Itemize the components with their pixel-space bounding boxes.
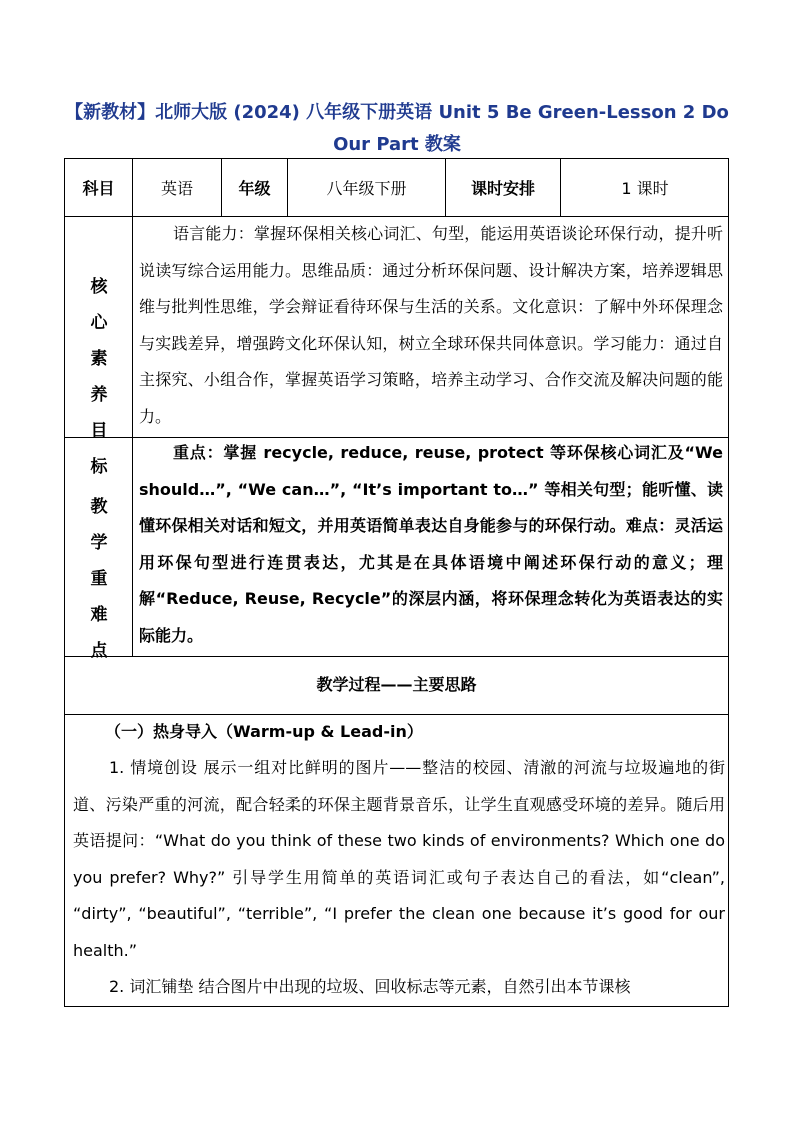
core-goals-label: 核心素养目标 <box>90 277 108 477</box>
core-goals-text: 语言能力：掌握环保相关核心词汇、句型，能运用英语谈论环保行动，提升听说读写综合运用能力。思维品质：通过分析环保问题、设计解决方案，培养逻辑思维与批判性思维，学会辩证看待环保与生活的关系。文化意识：了解中外环保理念与实践差异，增强跨文化环保认知，树立全球环保共同体意识。学习能力：通过自主探究、小组合作，掌握英语学习策略，培养主动学习、合作交流及解决问题的能力。 <box>139 224 723 426</box>
lesson-plan-table <box>64 158 729 1007</box>
section-title: （一）热身导入（Warm-up & Lead-in） <box>105 722 423 741</box>
document-title: 【新教材】北师大版 (2024) 八年级下册英语 Unit 5 Be Green-Lesson 2 Do Our Part 教案 <box>65 102 729 155</box>
step-1-text: 1. 情境创设 展示一组对比鲜明的图片——整洁的校园、清澈的河流与垃圾遍地的街道、污染严重的河流，配合轻柔的环保主题背景音乐，让学生直观感受环境的差异。随后用英语提问：“What do you think of these two kinds of environments? Which one do you prefer? Why?” 引导学生用简单的英语词汇或句子表达自己的看法，如“clean”, “dirty”, “beautiful”, “terrible”, “I prefer the clean one because it’s good for our health.” <box>73 758 725 960</box>
column-divider <box>132 159 133 656</box>
hours-label: 课时安排 <box>470 179 535 198</box>
key-points-label: 教学重难点 <box>90 497 108 661</box>
grade-value: 八年级下册 <box>326 179 407 198</box>
grade-label: 年级 <box>238 179 271 198</box>
subject-value: 英语 <box>160 179 193 198</box>
key-points-text: 重点：掌握 recycle, reduce, reuse, protect 等环保核心词汇及“We should…”, “We can…”, “It’s important to…” 等相关句型；能听懂、读懂环保相关对话和短文，并用英语简单表达自身能参与的环保行动。难点：灵活运用环保句型进行连贯表达，尤其是在具体语境中阐述环保行动的意义；理解“Reduce, Reuse, Recycle”的深层内涵，将环保理念转化为英语表达的实际能力。 <box>139 443 723 645</box>
process-heading: 教学过程——主要思路 <box>316 675 477 694</box>
subject-label: 科目 <box>82 179 115 198</box>
hours-value: 1 课时 <box>621 179 669 198</box>
step-2-text: 2. 词汇铺垫 结合图片中出现的垃圾、回收标志等元素，自然引出本节课核 <box>109 977 631 996</box>
